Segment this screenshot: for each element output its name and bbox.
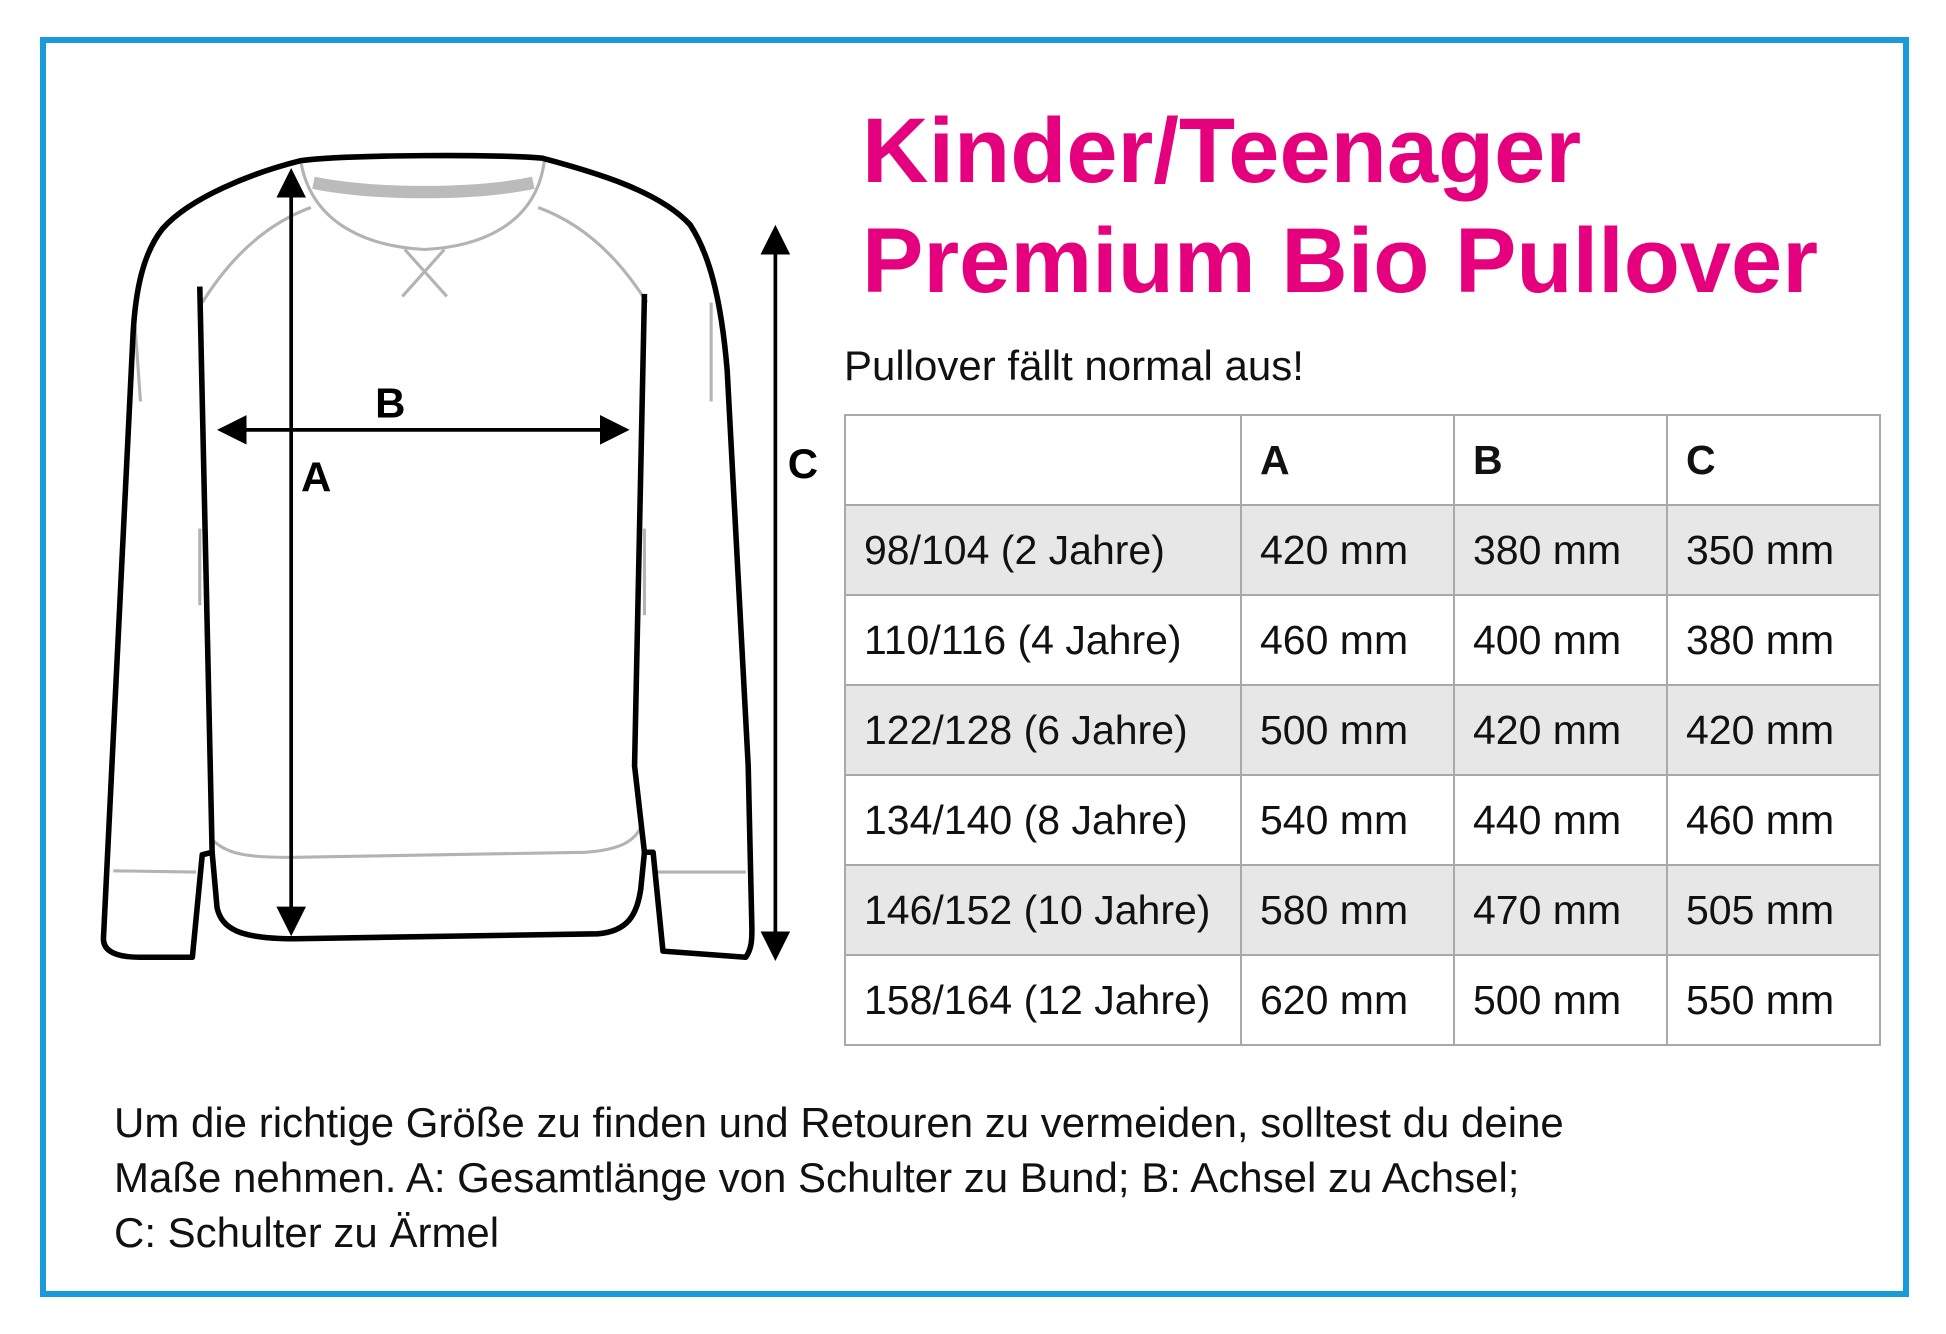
page-title [862,96,1818,316]
value-b: 500 mm [1454,955,1667,1045]
value-a: 500 mm [1241,685,1454,775]
value-a: 620 mm [1241,955,1454,1045]
value-a: 580 mm [1241,865,1454,955]
value-c: 420 mm [1667,685,1880,775]
title-line-2: Premium Bio Pullover [862,210,1819,312]
size-cell: 98/104 (2 Jahre) [845,505,1241,595]
value-c: 550 mm [1667,955,1880,1045]
value-a: 540 mm [1241,775,1454,865]
value-b: 380 mm [1454,505,1667,595]
table-row [845,955,1880,1045]
table-row [845,685,1880,775]
value-b: 400 mm [1454,595,1667,685]
size-cell: 134/140 (8 Jahre) [845,775,1241,865]
value-c: 505 mm [1667,865,1880,955]
header-b: B [1454,415,1667,505]
table-row [845,865,1880,955]
header-c: C [1667,415,1880,505]
header-a: A [1241,415,1454,505]
label-b: B [375,379,406,427]
note-line-3: C: Schulter zu Ärmel [114,1209,500,1256]
note-line-2: Maße nehmen. A: Gesamtlänge von Schulter zu Bund; B: Achsel zu Achsel; [114,1154,1520,1201]
value-b: 420 mm [1454,685,1667,775]
table-header-row [845,415,1880,505]
size-cell: 110/116 (4 Jahre) [845,595,1241,685]
note-line-1: Um die richtige Größe zu finden und Retouren zu vermeiden, solltest du deine [114,1099,1564,1146]
table-row [845,505,1880,595]
value-a: 460 mm [1241,595,1454,685]
value-a: 420 mm [1241,505,1454,595]
value-c: 380 mm [1667,595,1880,685]
label-c: C [787,440,819,488]
value-b: 440 mm [1454,775,1667,865]
measuring-instructions [114,1095,1864,1260]
size-cell: 158/164 (12 Jahre) [845,955,1241,1045]
size-table [844,414,1881,1046]
value-c: 350 mm [1667,505,1880,595]
size-cell: 122/128 (6 Jahre) [845,685,1241,775]
value-c: 460 mm [1667,775,1880,865]
header-size [845,415,1241,505]
label-a: A [301,453,332,501]
table-row [845,775,1880,865]
value-b: 470 mm [1454,865,1667,955]
size-cell: 146/152 (10 Jahre) [845,865,1241,955]
fit-note: Pullover fällt normal aus! [844,342,1304,389]
table-row [845,595,1880,685]
title-line-1: Kinder/Teenager [862,100,1582,202]
measure-arrows [224,175,775,953]
